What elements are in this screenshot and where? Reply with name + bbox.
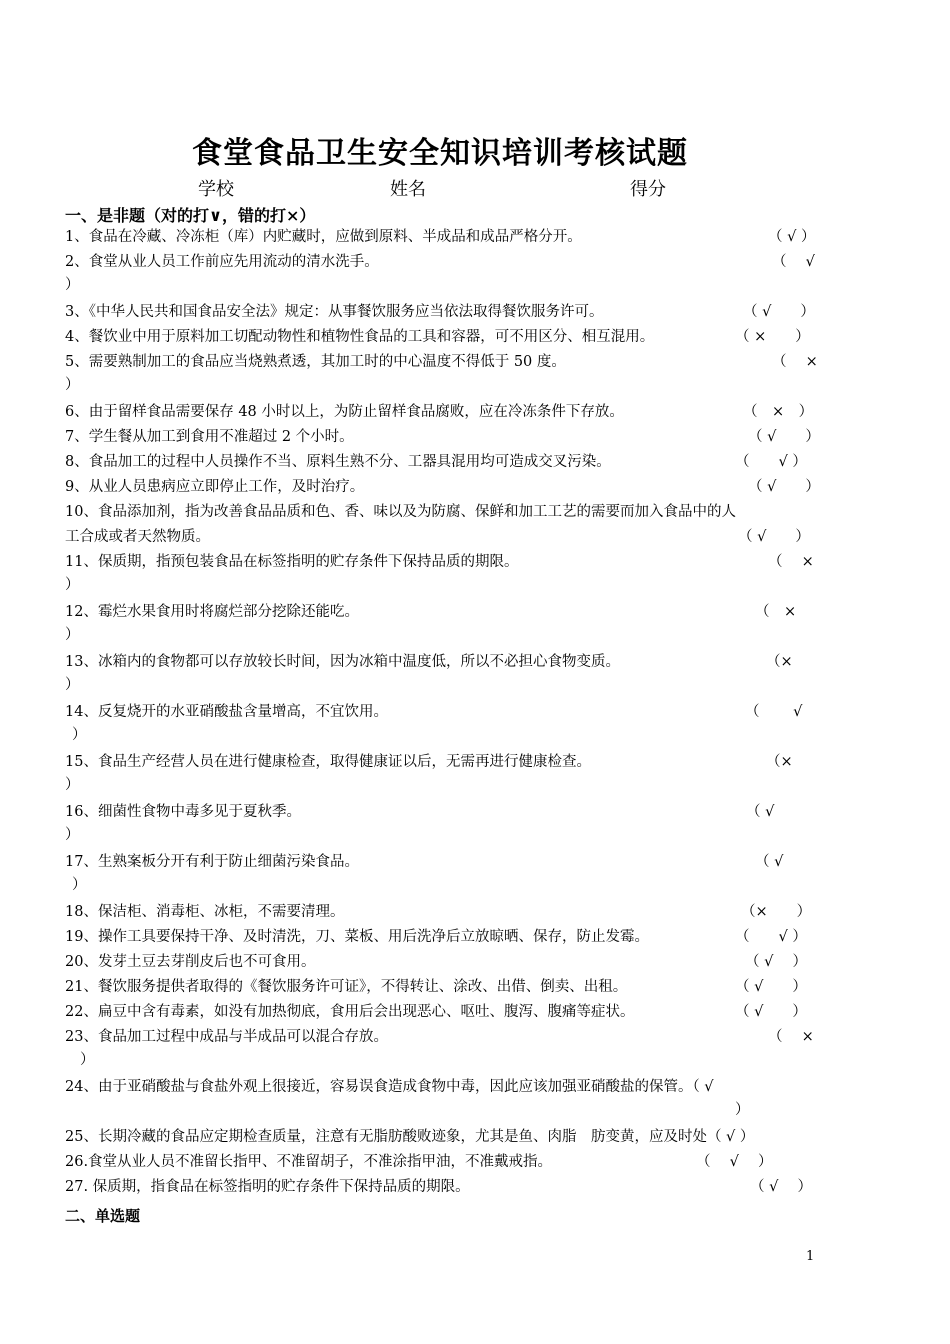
answer-23-close: ） <box>80 1052 95 1068</box>
question-21: 21、餐饮服务提供者取得的《餐饮服务许可证》，不得转让、涂改、出借、倒卖、出租。 <box>65 979 628 995</box>
answer-23: （ × <box>768 1029 814 1045</box>
page-number: 1 <box>806 1249 815 1264</box>
answer-5-close: ） <box>65 377 80 393</box>
question-7: 7、学生餐从加工到食用不准超过 2 个小时。 <box>65 429 354 445</box>
answer-6: （ × ） <box>743 404 814 420</box>
section-heading-single-choice: 二、单选题 <box>65 1207 141 1225</box>
question-15: 15、食品生产经营人员在进行健康检查，取得健康证以后，无需再进行健康检查。 <box>65 754 591 770</box>
answer-22: （ √ ） <box>735 1004 807 1020</box>
answer-20: （ √ ） <box>745 954 807 970</box>
answer-11-close: ） <box>65 577 80 593</box>
question-10-cont: 工合成或者天然物质。 <box>65 529 210 545</box>
question-5: 5、需要熟制加工的食品应当烧熟煮透，其加工时的中心温度不得低于 50 度。 <box>65 354 566 370</box>
answer-3: （ √ ） <box>743 304 815 320</box>
question-23: 23、食品加工过程中成品与半成品可以混合存放。 <box>65 1029 388 1045</box>
question-18: 18、保洁柜、消毒柜、冰柜，不需要清理。 <box>65 904 345 920</box>
answer-14-close: ） <box>72 727 87 743</box>
question-27: 27. 保质期，指食品在标签指明的贮存条件下保持品质的期限。 <box>65 1179 470 1195</box>
answer-12: （ × <box>755 604 797 620</box>
answer-11: （ × <box>768 554 814 570</box>
answer-7: （ √ ） <box>748 429 820 445</box>
answer-9: （ √ ） <box>748 479 820 495</box>
answer-1: （ √ ） <box>768 229 816 245</box>
question-22: 22、扁豆中含有毒素，如没有加热彻底，食用后会出现恶心、呕吐、腹泻、腹痛等症状。 <box>65 1004 635 1020</box>
question-4: 4、餐饮业中用于原料加工切配动物性和植物性食品的工具和容器，可不用区分、相互混用。 <box>65 329 655 345</box>
question-19: 19、操作工具要保持干净、及时清洗，刀、菜板、用后洗净后立放晾晒、保存，防止发霉。 <box>65 929 649 945</box>
answer-5: （ × <box>772 354 818 370</box>
answer-18: （× ） <box>741 904 812 920</box>
answer-4: （ × ） <box>735 329 810 345</box>
name-field-label: 姓名 <box>390 179 426 200</box>
answer-2: （ √ <box>772 254 815 270</box>
question-9: 9、从业人员患病应立即停止工作，及时治疗。 <box>65 479 365 495</box>
school-field-label: 学校 <box>198 179 234 200</box>
question-2: 2、食堂从业人员工作前应先用流动的清水洗手。 <box>65 254 379 270</box>
question-3: 3、《中华人民共和国食品安全法》规定：从事餐饮服务应当依法取得餐饮服务许可。 <box>65 304 604 320</box>
score-field-label: 得分 <box>630 179 666 200</box>
answer-16-close: ） <box>65 827 80 843</box>
answer-8: （ √ ） <box>735 454 807 470</box>
answer-17-close: ） <box>72 877 87 893</box>
answer-16: （ √ <box>746 804 775 820</box>
answer-12-close: ） <box>65 627 80 643</box>
question-13: 13、冰箱内的食物都可以存放较长时间，因为冰箱中温度低，所以不必担心食物变质。 <box>65 654 620 670</box>
question-17: 17、生熟案板分开有利于防止细菌污染食品。 <box>65 854 359 870</box>
answer-15: （× <box>766 754 793 770</box>
answer-21: （ √ ） <box>735 979 807 995</box>
question-11: 11、保质期，指预包装食品在标签指明的贮存条件下保持品质的期限。 <box>65 554 519 570</box>
answer-27: （ √ ） <box>750 1179 812 1195</box>
answer-14: （ √ <box>745 704 803 720</box>
question-24: 24、由于亚硝酸盐与食盐外观上很接近，容易误食造成食物中毒，因此应该加强亚硝酸盐的保管。（ √ <box>65 1079 714 1095</box>
answer-19: （ √ ） <box>735 929 807 945</box>
question-20: 20、发芽土豆去芽削皮后也不可食用。 <box>65 954 316 970</box>
answer-2-close: ） <box>65 277 80 293</box>
answer-15-close: ） <box>65 777 80 793</box>
question-14: 14、反复烧开的水亚硝酸盐含量增高，不宜饮用。 <box>65 704 388 720</box>
question-16: 16、细菌性食物中毒多见于夏秋季。 <box>65 804 301 820</box>
question-8: 8、食品加工的过程中人员操作不当、原料生熟不分、工器具混用均可造成交叉污染。 <box>65 454 611 470</box>
answer-10: （ √ ） <box>738 529 810 545</box>
question-10: 10、食品添加剂，指为改善食品品质和色、香、味以及为防腐、保鲜和加工工艺的需要而加入食品中的人 <box>65 504 736 520</box>
question-26: 26.食堂从业人员不准留长指甲、不准留胡子，不准涂指甲油，不准戴戒指。 <box>65 1154 553 1170</box>
answer-24-close: ） <box>735 1102 750 1118</box>
question-25: 25、长期冷藏的食品应定期检查质量，注意有无脂肪酸败迹象，尤其是鱼、肉脂 肪变黄，应及时处（ √ ） <box>65 1129 755 1145</box>
page-title: 食堂食品卫生安全知识培训考核试题 <box>192 136 688 171</box>
answer-13-close: ） <box>65 677 80 693</box>
section-heading-true-false: 一、是非题（对的打∨，错的打×） <box>65 206 316 225</box>
answer-17: （ √ <box>755 854 784 870</box>
question-12: 12、霉烂水果食用时将腐烂部分挖除还能吃。 <box>65 604 359 620</box>
answer-26: （ √ ） <box>696 1154 773 1170</box>
question-1: 1、食品在冷藏、冷冻柜（库）内贮藏时，应做到原料、半成品和成品严格分开。 <box>65 229 582 245</box>
question-6: 6、由于留样食品需要保存 48 小时以上，为防止留样食品腐败，应在冷冻条件下存放。 <box>65 404 624 420</box>
answer-13: （× <box>766 654 793 670</box>
